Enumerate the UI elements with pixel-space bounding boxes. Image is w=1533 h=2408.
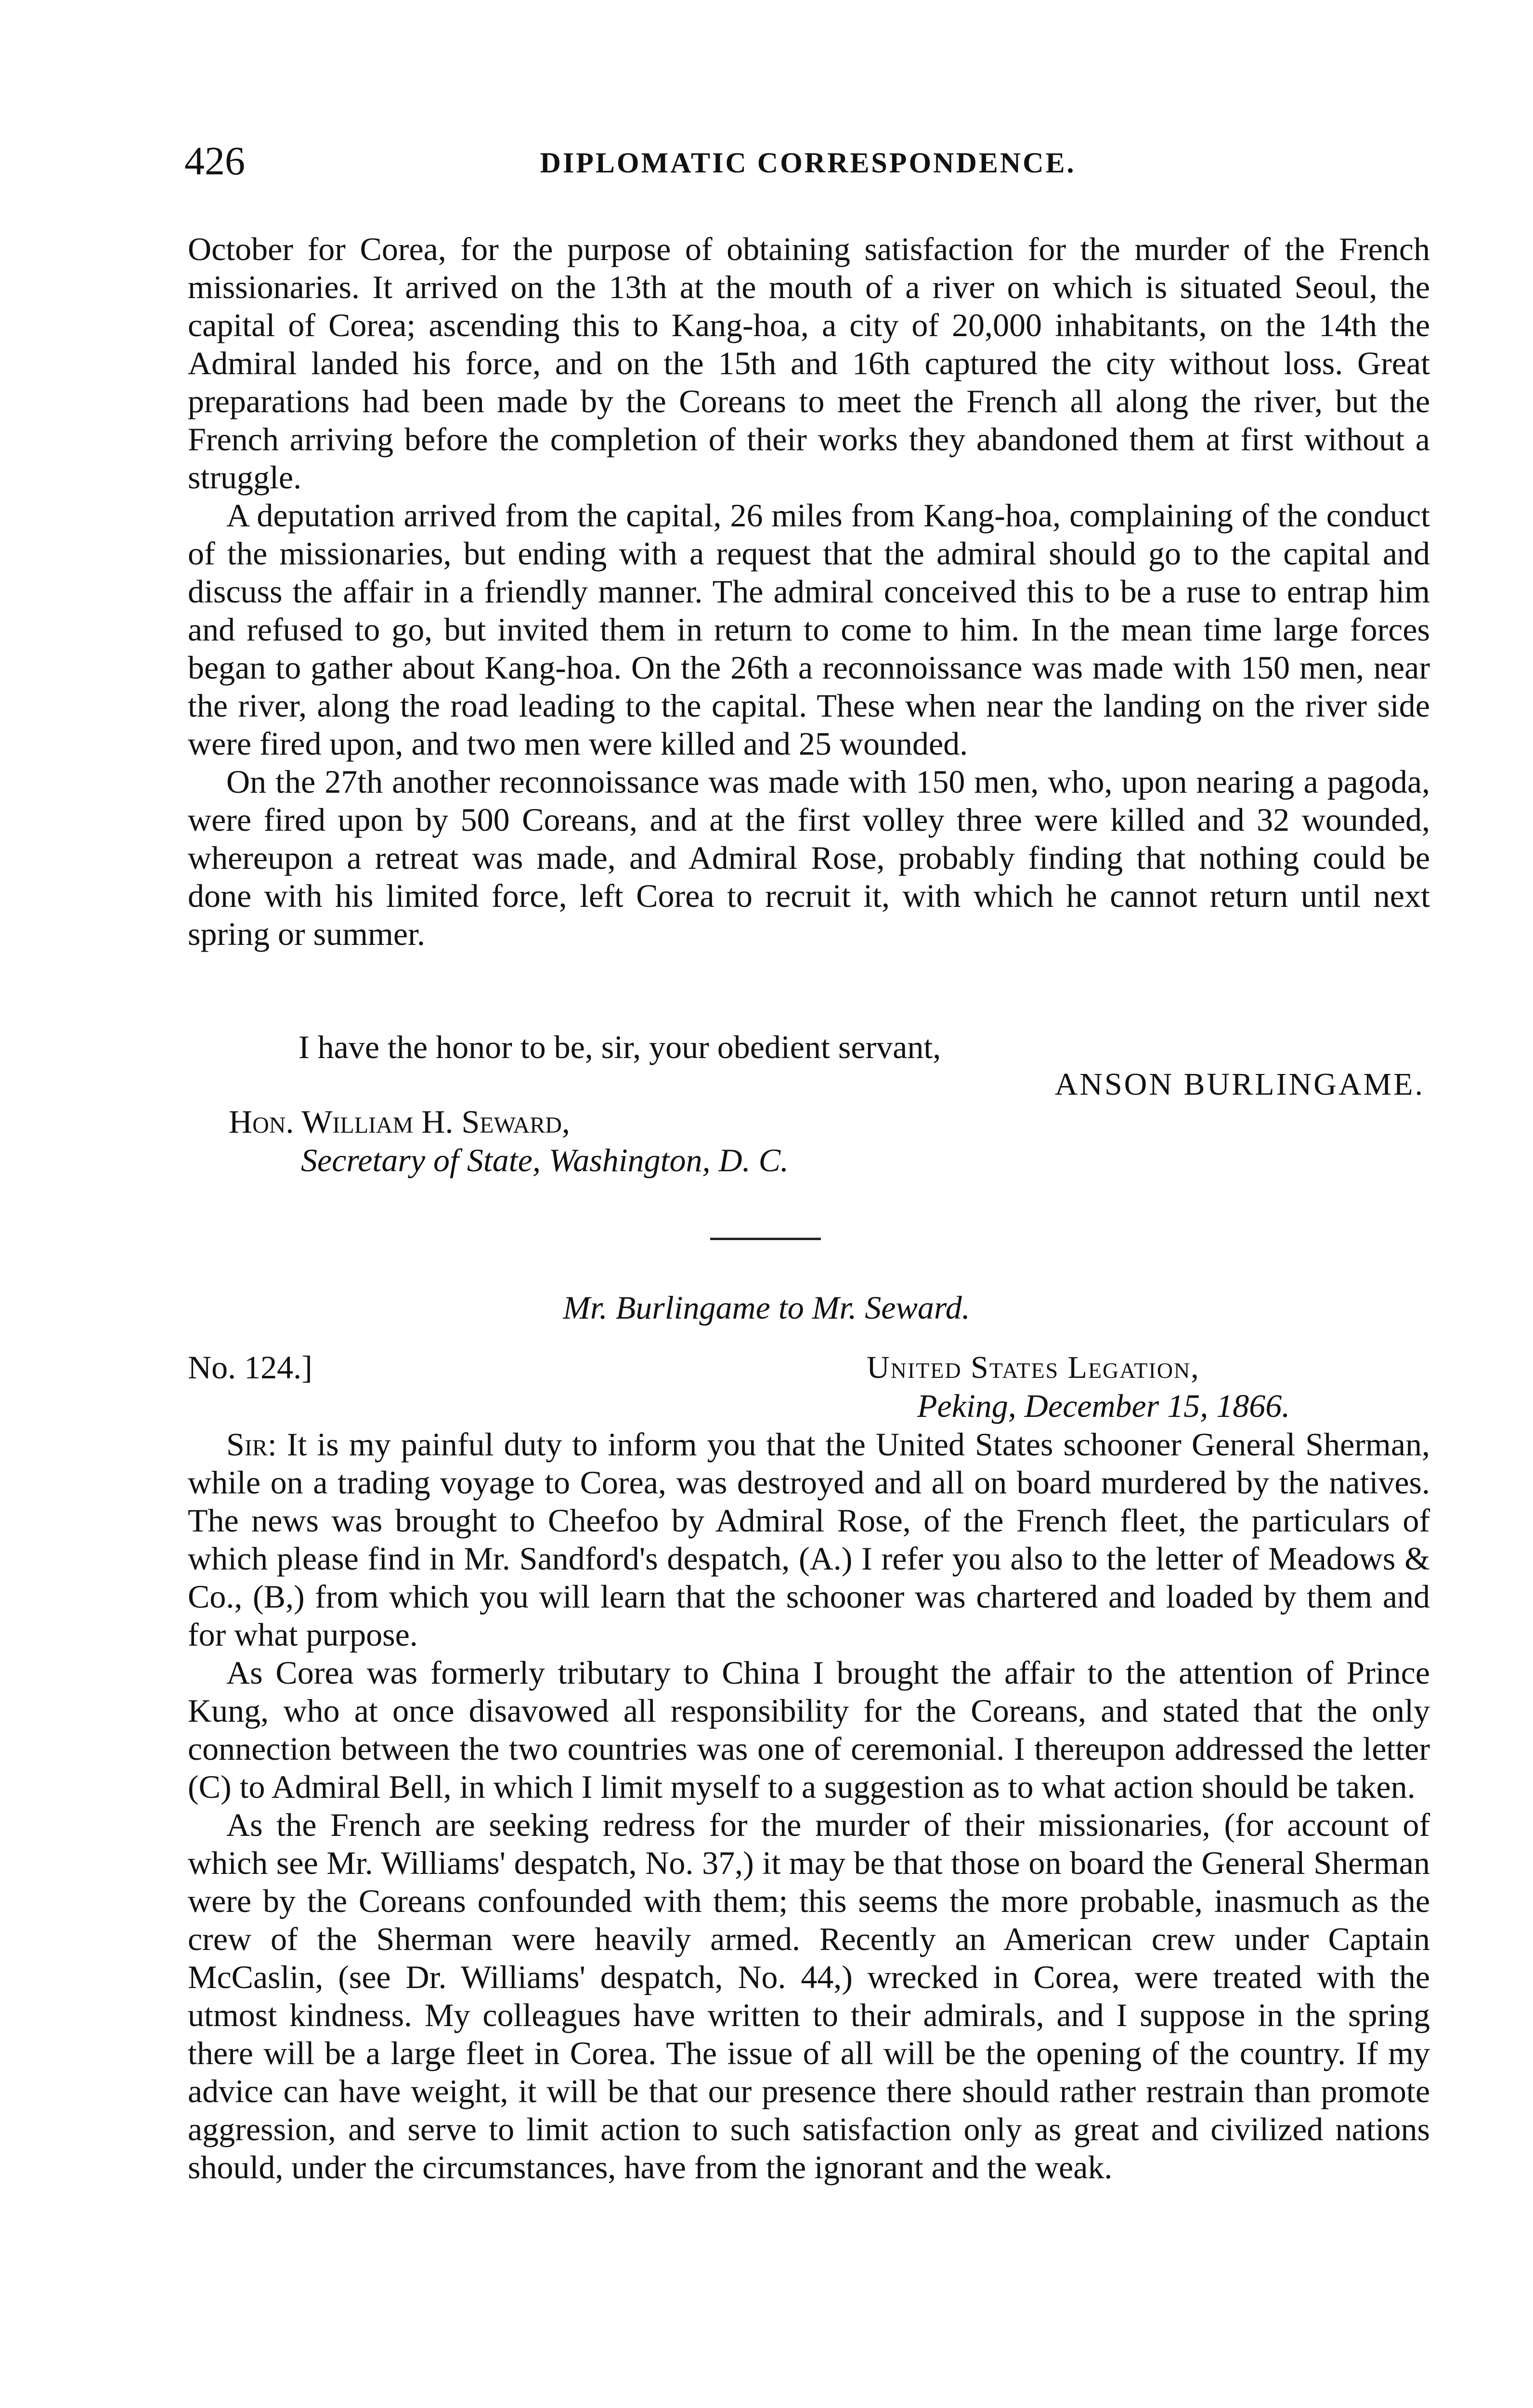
letter1-addressee-title: Secretary of State, Washington, D. C. [301, 1142, 789, 1178]
letter2-salutation: Sir: [226, 1426, 277, 1463]
letter2-paragraph-1 [188, 1426, 1430, 1654]
letter1-signature: ANSON BURLINGAME. [1054, 1067, 1425, 1102]
letter1-paragraph-3: On the 27th another reconnoissance was made with 150 men, who, upon nearing a pagoda, were fired upon by 500 Coreans, and at the first volley three were killed and 32 wounded, whereupon a retreat was made, and Admiral Rose, probably finding that nothing could be done with his limited force, left Corea to recruit it, with which he cannot return until next spring or summer. [188, 763, 1430, 952]
letter1-paragraph-1: October for Corea, for the purpose of obtaining satisfaction for the murder of the French missionaries. It arrived on the 13th at the mouth of a river on which is situated Seoul, the capital of Corea; ascending this to Kang-hoa, a city of 20,000 inhabitants, on the 14th the Admiral landed his force, and on the 15th and 16th captured the city without loss. Great preparations had been made by the Coreans to meet the French all along the river, but the French arriving before the completion of their works they abandoned them at first without a struggle. [188, 231, 1430, 496]
section-divider [710, 1238, 821, 1240]
letter1-body [188, 230, 1430, 953]
letter2-number: No. 124.] [188, 1349, 312, 1386]
page-header [184, 137, 1431, 190]
addressee-name-text: Hon. William H. Seward, [229, 1103, 570, 1140]
letter2-body [188, 1426, 1430, 2186]
letter2-title: Mr. Burlingame to Mr. Seward. [563, 1289, 970, 1326]
page-number: 426 [184, 139, 245, 183]
letter2-paragraph-2: As Corea was formerly tributary to China I brought the affair to the attention of Prince Kung, who at once disavowed all responsibility for the Coreans, and stated that the only connection between the two countries was one of ceremonial. I thereupon addressed the letter (C) to Admiral Bell, in which I limit myself to a suggestion as to what action should be taken. [188, 1654, 1430, 1805]
letter2-paragraph-1-text: It is my painful duty to inform you that the United States schooner General Sherman, while on a trading voyage to Corea, was destroyed and all on board murdered by the natives. The news was brought to Cheefoo by Admiral Rose, of the French fleet, the particulars of which please find in Mr. Sandford's despatch, (A.) I refer you also to the letter of Meadows & Co., (B,) from which you will learn that the schooner was chartered and loaded by them and for what purpose. [188, 1426, 1430, 1653]
letter2-legation: United States Legation, [867, 1350, 1200, 1385]
letter2-dateline: Peking, December 15, 1866. [917, 1387, 1290, 1424]
running-head: DIPLOMATIC CORRESPONDENCE. [540, 147, 1076, 179]
letter1-closing: I have the honor to be, sir, your obedient servant, [299, 1029, 941, 1065]
letter1-paragraph-2: A deputation arrived from the capital, 26 miles from Kang-hoa, complaining of the conduct of the missionaries, but ending with a request that the admiral should go to the capital and discuss the affair in a friendly manner. The admiral conceived this to be a ruse to entrap him and refused to go, but invited them in return to come to him. In the mean time large forces began to gather about Kang-hoa. On the 26th a reconnoissance was made with 150 men, near the river, along the road leading to the capital. These when near the landing on the river side were fired upon, and two men were killed and 25 wounded. [188, 497, 1430, 762]
letter2-paragraph-3: As the French are seeking redress for the murder of their missionaries, (for account of which see Mr. Williams' despatch, No. 37,) it may be that those on board the General Sherman were by the Coreans confounded with them; this seems the more probable, inasmuch as the crew of the Sherman were heavily armed. Recently an American crew under Captain McCaslin, (see Dr. Williams' despatch, No. 44,) wrecked in Corea, were treated with the utmost kindness. My colleagues have written to their admirals, and I suppose in the spring there will be a large fleet in Corea. The issue of all will be the opening of the country. If my advice can have weight, it will be that our presence there should rather restrain than promote aggression, and serve to limit action to such satisfaction only as great and civilized nations should, under the circumstances, have from the ignorant and the weak. [188, 1806, 1430, 2186]
letter1-addressee-name [229, 1103, 570, 1141]
